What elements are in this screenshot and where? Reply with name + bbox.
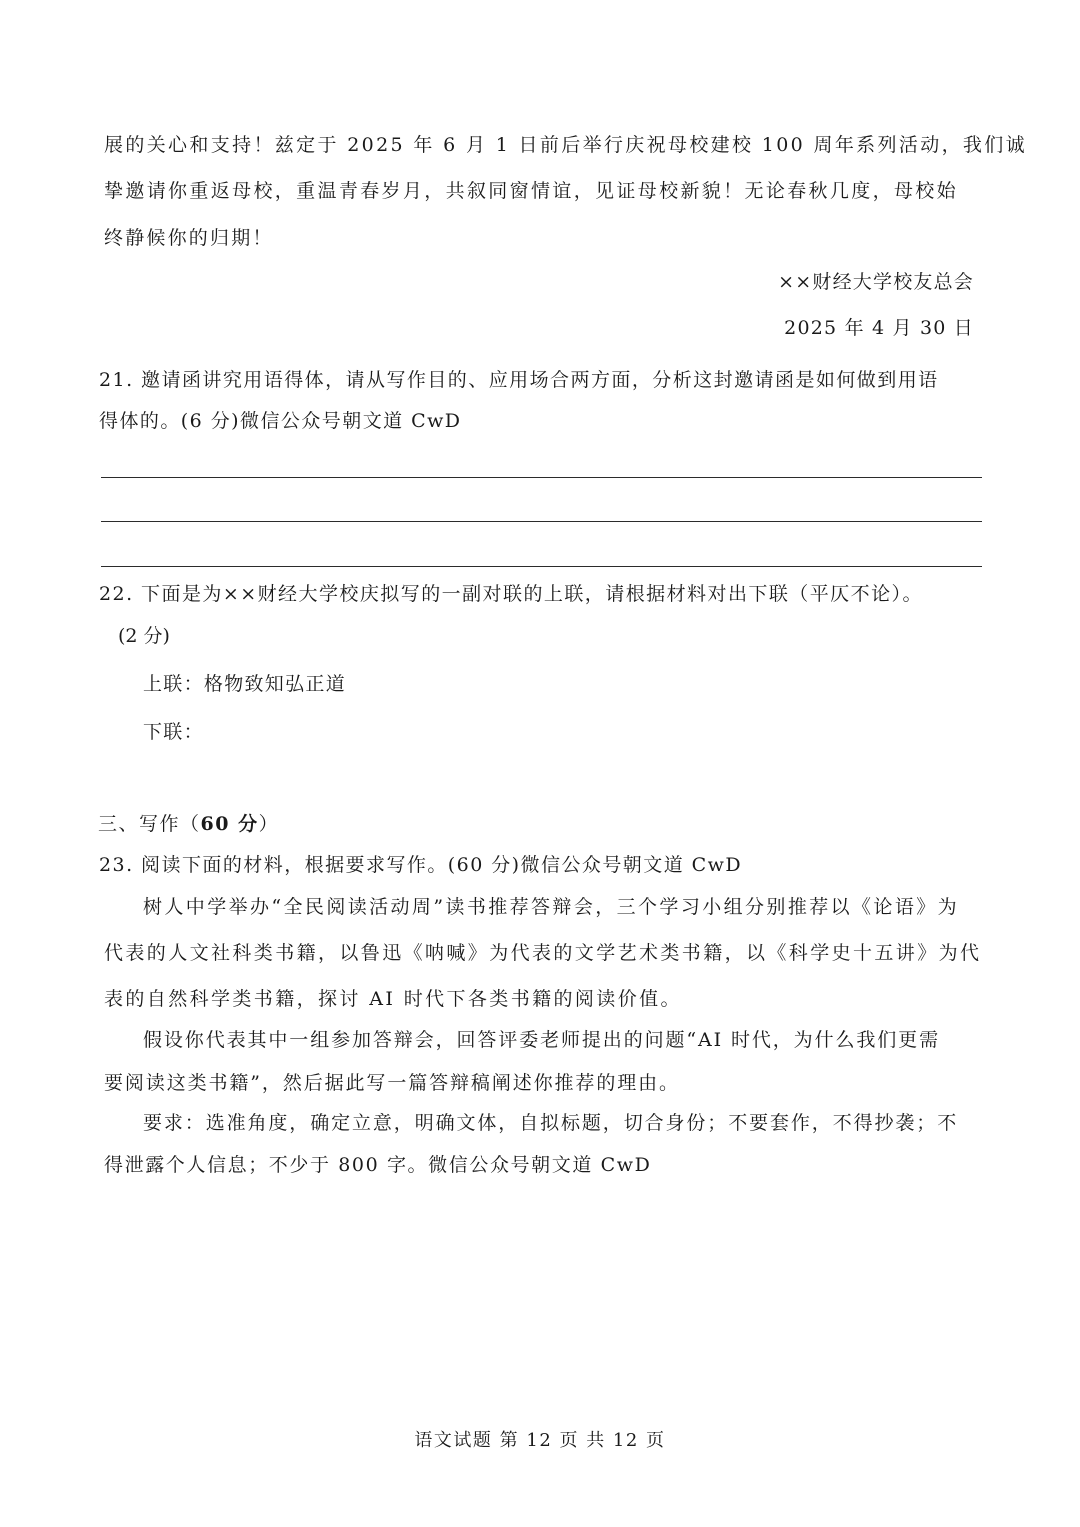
page-footer: 语文试题 第 12 页 共 12 页 xyxy=(414,1430,666,1451)
task-line-2: 要阅读这类书籍”，然后据此写一篇答辩稿阐述你推荐的理由。 xyxy=(104,1072,680,1094)
requirements-line-1: 要求：选准角度，确定立意，明确文体，自拟标题，切合身份；不要套作，不得抄袭；不 xyxy=(143,1112,959,1134)
material-line-1: 树人中学举办“全民阅读活动周”读书推荐答辩会，三个学习小组分别推荐以《论语》为 xyxy=(143,896,960,918)
letter-date: 2025 年 4 月 30 日 xyxy=(784,317,974,339)
question-22-line-1: 22. 下面是为××财经大学校庆拟写的一副对联的上联，请根据材料对出下联（平仄不论）。 xyxy=(99,583,923,605)
question-23-line-1: 23. 阅读下面的材料，根据要求写作。(60 分)微信公众号朝文道 CwD xyxy=(99,854,743,876)
couplet-upper: 上联：格物致知弘正道 xyxy=(143,673,347,695)
answer-line-3 xyxy=(101,566,982,567)
couplet-lower: 下联： xyxy=(143,721,204,743)
section-3-title: 三、写作（ xyxy=(98,813,201,835)
section-3-score: 60 分 xyxy=(200,813,259,835)
question-21-line-2: 得体的。(6 分)微信公众号朝文道 CwD xyxy=(99,410,462,432)
section-3-close: ） xyxy=(258,813,280,835)
letter-line-3: 终静候你的归期！ xyxy=(104,227,274,249)
section-3-heading xyxy=(98,815,279,834)
answer-line-1 xyxy=(101,477,982,478)
letter-line-2: 挚邀请你重返母校，重温青春岁月，共叙同窗情谊，见证母校新貌！无论春秋几度，母校始 xyxy=(104,180,959,202)
requirements-line-2: 得泄露个人信息；不少于 800 字。微信公众号朝文道 CwD xyxy=(104,1154,652,1176)
material-line-3: 表的自然科学类书籍，探讨 AI 时代下各类书籍的阅读价值。 xyxy=(104,988,682,1010)
letter-signature: ××财经大学校友总会 xyxy=(778,271,974,293)
answer-line-2 xyxy=(101,521,982,522)
question-21-line-1: 21. 邀请函讲究用语得体，请从写作目的、应用场合两方面，分析这封邀请函是如何做到用语 xyxy=(99,369,939,391)
question-22-score: (2 分) xyxy=(118,625,170,647)
material-line-2: 代表的人文社科类书籍，以鲁迅《呐喊》为代表的文学艺术类书籍，以《科学史十五讲》为代 xyxy=(104,942,982,964)
letter-line-1: 展的关心和支持！兹定于 2025 年 6 月 1 日前后举行庆祝母校建校 100 周年系列活动，我们诚 xyxy=(104,134,1027,156)
task-line-1: 假设你代表其中一组参加答辩会，回答评委老师提出的问题“AI 时代，为什么我们更需 xyxy=(143,1029,940,1051)
